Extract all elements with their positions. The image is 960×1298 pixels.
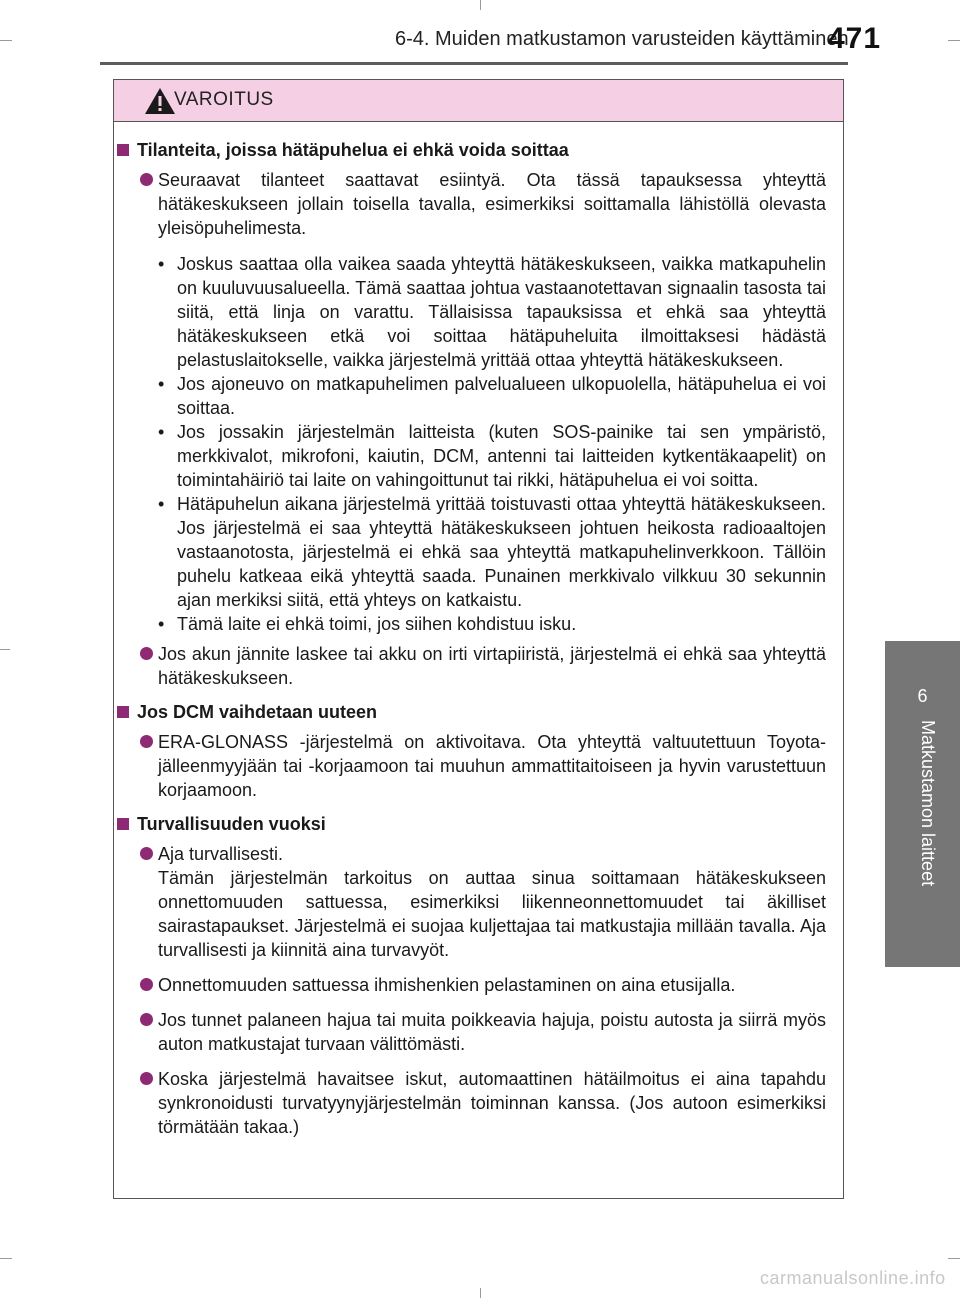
sub-item: • Jos jossakin järjestelmän laitteista (kuten SOS-painike tai sen ympäristö, merkkivalot, mikrofoni, kaiutin, DCM, antenni tai laitteiden kytkentäkaapelit) on toimintahäiriö tai laite on vahingoittunut tai rikki, hätäpuhelua ei voi soitta. (158, 420, 826, 492)
warning-label: VAROITUS (174, 89, 274, 110)
sub-item: • Joskus saattaa olla vaikea saada yhteyttä hätäkeskukseen, vaikka matkapuhelin on kuuluvuusalueella. Tämä saattaa johtua vastaanotettavan signaalin tasosta tai siitä, että linja on varattu. Tällaisissa tapauksissa et ehkä saa yhteyttä hätäkeskukseen etkä voi soittaa hätäpuheluita ilmoittaksesi hädästä pelastuslaitokselle, vaikka järjestelmä yrittää ottaa yhteyttä hätäkeskukseen. (158, 252, 826, 372)
section-heading: Turvallisuuden vuoksi (114, 812, 843, 836)
bullet-extra-text: Tämän järjestelmän tarkoitus on auttaa sinua soittamaan hätäkeskukseen onnettomuuden sattuessa, esimerkiksi liikenneonnettomuudet tai äkilliset sairastapaukset. Järjestelmä ei suojaa kuljettajaa tai matkustajia millään tavalla. Aja turvallisesti ja kiinnitä aina turvavyöt. (158, 868, 826, 960)
header-divider (100, 62, 848, 65)
sub-item: • Hätäpuhelun aikana järjestelmä yrittää toistuvasti ottaa yhteyttä hätäkeskukseen. Jos järjestelmä ei saa yhteyttä hätäkeskukseen johtuen heikosta radioaaltojen vastaanotosta, järjestelmä ei ehkä saa yhteyttä matkapuhelinverkkoon. Tällöin puhelu katkeaa eikä yhteyttä saada. Punainen merkkivalo vilkkuu 30 sekunnin ajan merkiksi siitä, että yhteys on katkaistu. (158, 492, 826, 612)
bullet-text: Aja turvallisesti. (158, 844, 284, 864)
bullet-item: Jos tunnet palaneen hajua tai muita poikkeavia hajuja, poistu autosta ja siirrä myös auton matkustajat turvaan välittömästi. (158, 1010, 826, 1054)
sub-item: • Jos ajoneuvo on matkapuhelimen palvelualueen ulkopuolella, hätäpuhelua ei voi soittaa. (158, 372, 826, 420)
bullet-item: Jos akun jännite laskee tai akku on irti virtapiiristä, järjestelmä ei ehkä saa yhteyttä hätäkeskukseen. (158, 644, 826, 688)
section-heading: Tilanteita, joissa hätäpuhelua ei ehkä voida soittaa (114, 138, 843, 162)
bullet-item (158, 842, 826, 962)
chapter-label: Matkustamon laitteet (918, 720, 938, 887)
warning-triangle-icon (143, 86, 177, 116)
warning-content (114, 128, 843, 1139)
bullet-item: Onnettomuuden sattuessa ihmishenkien pelastaminen on aina etusijalla. (158, 973, 826, 997)
warning-header (114, 80, 843, 122)
crop-mark (0, 1258, 12, 1259)
crop-mark (948, 1258, 960, 1259)
watermark: carmanualsonline.info (760, 1268, 946, 1288)
page-header (0, 0, 960, 70)
sub-item: • Tämä laite ei ehkä toimi, jos siihen kohdistuu isku. (158, 612, 826, 636)
bullet-item: ERA-GLONASS -järjestelmä on aktivoitava. Ota yhteyttä valtuutettuun Toyota-jälleenmyyjään tai -korjaamoon tai muuhun ammattitaitoiseen ja hyvin varustettuun korjaamoon. (158, 732, 826, 800)
section-title: 6-4. Muiden matkustamon varusteiden käyttäminen (395, 28, 849, 50)
crop-mark (480, 1288, 481, 1298)
crop-mark (0, 649, 10, 650)
chapter-number: 6 (917, 686, 928, 706)
sub-list (158, 252, 826, 636)
warning-box (113, 79, 844, 1199)
page-number: 471 (828, 22, 882, 55)
bullet-item: Seuraavat tilanteet saattavat esiintyä. Ota tässä tapauksessa yhteyttä hätäkeskukseen jollain toisella tavalla, esimerkiksi soittamalla lähistöllä olevasta yleisöpuhelimesta. (158, 170, 826, 238)
bullet-item: Koska järjestelmä havaitsee iskut, automaattinen hätäilmoitus ei aina tapahdu synkronoidusti turvatyynyjärjestelmän toiminnan kanssa. (Jos autoon esimerkiksi törmätään takaa.) (158, 1069, 826, 1137)
section-heading: Jos DCM vaihdetaan uuteen (114, 700, 843, 724)
